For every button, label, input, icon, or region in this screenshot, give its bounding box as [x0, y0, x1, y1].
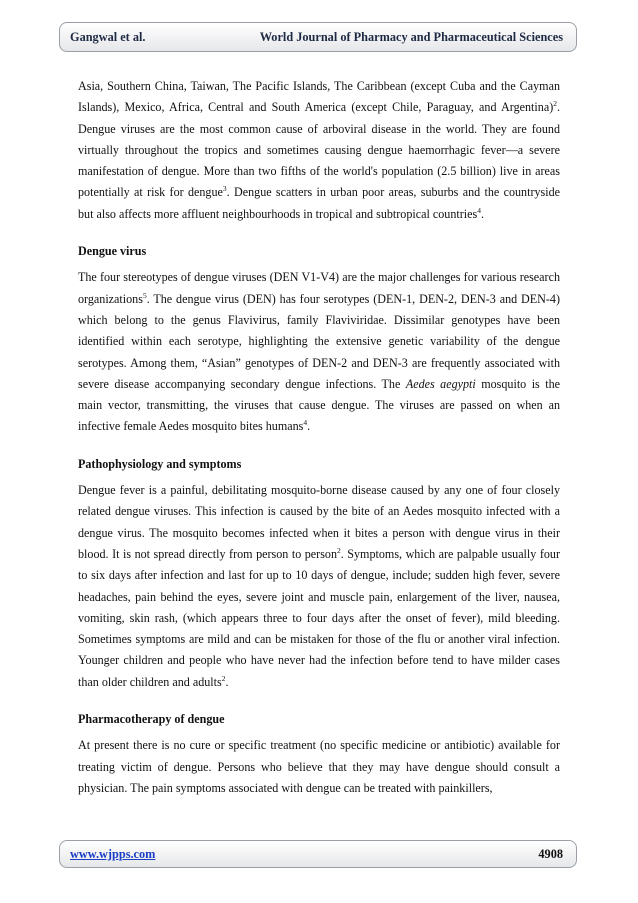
page-number: 4908	[538, 846, 563, 861]
journal-website-link[interactable]: www.wjpps.com	[70, 846, 156, 861]
citation-ref: 4	[303, 418, 308, 428]
running-header	[59, 22, 577, 52]
section-heading-dengue-virus: Dengue virus	[78, 244, 147, 259]
header-authors: Gangwal et al.	[70, 29, 146, 44]
section-heading-pathophysiology: Pathophysiology and symptoms	[78, 456, 242, 471]
citation-ref: 3	[222, 184, 227, 194]
citation-ref: 2	[221, 673, 226, 683]
citation-ref: 4	[477, 205, 481, 215]
paragraph-dengue-virus: The four stereotypes of dengue viruses (DEN V1-V4) are the major challenges for various research organizations$^5$. The dengue virus (DEN) has four serotypes (DEN-1, DEN-2, DEN-3 and DEN-4) which belong to the genus Flavivirus, family Flaviviridae. Dissimilar genotypes have been identified within each serotype, highlighting the extensive genetic variability of the dengue serotypes. Among them, “Asian” genotypes of DEN-2 and DEN-3 are frequently associated with severe disease accompanying secondary dengue infections. The Aedes aegypti mosquito is the main vector, transmitting, the viruses that cause dengue. The viruses are passed on when an infective female Aedes mosquito bites humans$^4$.	[78, 270, 560, 434]
header-journal: World Journal of Pharmacy and Pharmaceutical Sciences	[259, 29, 563, 44]
section-heading-pharmacotherapy: Pharmacotherapy of dengue	[78, 712, 225, 727]
species-name: Aedes aegypti	[405, 376, 476, 391]
paragraph-intro: Asia, Southern China, Taiwan, The Pacific Islands, The Caribbean (except Cuba and the Cayman Islands), Mexico, Africa, Central and South America (except Chile, Paraguay, and Argentina)$^2$. Dengue viruses are the most common cause of arboviral disease in the world. They are found virtually throughout the tropics and sometimes causing dengue haemorrhagic fever—a severe manifestation of dengue. More than two fifths of the world's population (2.5 billion) live in areas potentially at risk for dengue$^3$. Dengue scatters in urban poor areas, suburbs and the countryside but also affects more affluent neighbourhoods in tropical and subtropical countries$^4$.	[78, 79, 561, 221]
running-footer	[59, 840, 577, 868]
citation-ref: 5	[142, 290, 147, 300]
citation-ref: 2	[337, 545, 341, 555]
paragraph-pharmacotherapy: At present there is no cure or specific treatment (no specific medicine or antibiotic) available for treating victim of dengue. Persons who believe that they may have dengue should consult a physician. The pain symptoms associated with dengue can be treated with painkillers,	[78, 738, 560, 795]
article-body	[78, 76, 560, 799]
citation-ref: 2	[553, 99, 557, 109]
paragraph-pathophysiology: Dengue fever is a painful, debilitating mosquito-borne disease caused by any one of four closely related dengue viruses. This infection is caused by the bite of an Aedes mosquito infected with a dengue virus. The mosquito becomes infected when it bites a person with dengue virus in their blood. It is not spread directly from person to person$^2$. Symptoms, which are palpable usually four to six days after infection and last for up to 10 days of dengue, include; sudden high fever, severe headaches, pain behind the eyes, severe joint and muscle pain, enlargement of the liver, nausea, vomiting, skin rash, (which appears three to four days after the onset of fever), mild bleeding. Sometimes symptoms are mild and can be mistaken for those of the flu or another viral infection. Younger children and people who have never had the infection before tend to have milder cases than older children and adults$^2$.	[78, 483, 560, 689]
